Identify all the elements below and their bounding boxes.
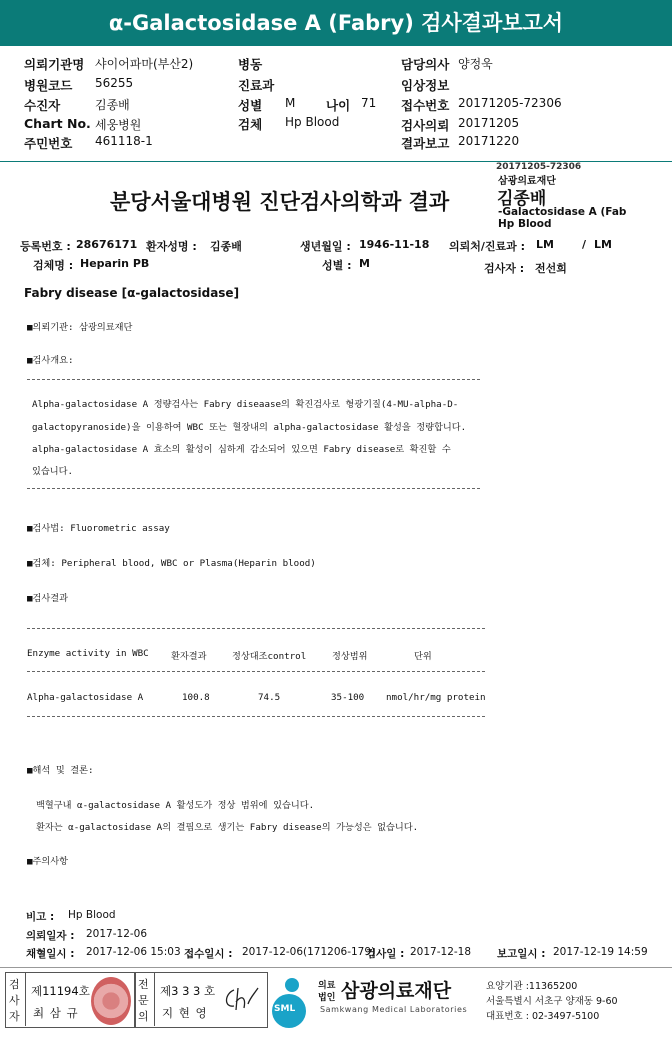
dept-value-1: LM	[536, 238, 554, 251]
label-hospital-code: 병원코드	[24, 78, 73, 93]
examiner-value: 전선희	[535, 262, 567, 275]
footer-divider	[0, 967, 672, 968]
value-age: 71	[361, 96, 377, 110]
table-header-patient: 환자결과	[171, 651, 207, 662]
org-name: 삼광의료재단	[341, 980, 452, 1002]
report-time-value: 2017-12-19 14:59	[553, 946, 648, 958]
table-header-range: 정상범위	[332, 651, 368, 662]
overlay-org: 삼광의료재단	[498, 176, 556, 187]
requesting-org: ■의뢰기관: 삼광의료재단	[27, 322, 133, 333]
address: 서울특별시 서초구 양재동 9-60	[486, 996, 618, 1007]
scan-title: 분당서울대병원 진단검사의학과 결과	[110, 190, 450, 214]
overview-line-1: Alpha-galactosidase A 정량검사는 Fabry diseaase의 확진검사로 형광기질(4-MU-alpha-D-	[32, 399, 459, 410]
specialist-name: 지 현 영	[162, 1006, 208, 1020]
draw-value: 2017-12-06 15:03	[86, 946, 181, 958]
table-header-unit: 단위	[414, 651, 432, 662]
specimen-desc: ■검체: Peripheral blood, WBC or Plasma(Heparin blood)	[27, 558, 316, 569]
result-heading: ■검사결과	[27, 593, 69, 604]
request-date-value: 2017-12-06	[86, 928, 148, 940]
table-cell-range: 35-100	[331, 692, 365, 703]
reg-value: 28676171	[76, 238, 138, 251]
overview-line-4: 있습니다.	[32, 466, 74, 477]
examiner-license-no: 제11194호	[31, 984, 90, 998]
reg-label: 등록번호 :	[20, 240, 71, 253]
label-patient: 수진자	[24, 98, 61, 113]
label-ward: 병동	[238, 57, 263, 72]
dob-value: 1946-11-18	[359, 238, 430, 251]
label-doctor: 담당의사	[401, 57, 450, 72]
value-chart: 세웅병원	[95, 118, 142, 132]
table-header-control: 정상대조control	[232, 651, 307, 662]
examiner-label-2: 사	[9, 994, 20, 1007]
dept-label: 의뢰처/진료과 :	[449, 240, 526, 253]
dob-label: 생년월일 :	[300, 240, 351, 253]
table-header-enzyme: Enzyme activity in WBC	[27, 648, 149, 659]
receipt-time-label: 접수일시 :	[184, 948, 233, 960]
patient-label: 환자성명 :	[146, 240, 197, 253]
specialist-label-1: 전	[138, 978, 149, 991]
table-rule-top	[27, 628, 485, 629]
interpretation-line-2: 환자는 α-galactosidase A의 결핍으로 생기는 Fabry disease의 가능성은 없습니다.	[36, 822, 419, 833]
dept-value-2: LM	[594, 238, 612, 251]
label-org: 의뢰기관명	[24, 57, 85, 72]
divider-bottom	[27, 488, 480, 489]
value-id-number: 461118-1	[95, 134, 153, 148]
label-specimen: 검체	[238, 117, 263, 132]
interpretation-line-1: 백혈구내 α-galactosidase A 활성도가 정상 범위에 있습니다.	[36, 800, 315, 811]
value-receipt-no: 20171205-72306	[458, 96, 562, 110]
sex-label: 성별 :	[322, 259, 352, 272]
overlay-specimen: Hp Blood	[498, 218, 552, 230]
logo-small-top: 의료	[318, 981, 336, 991]
examiner-name: 최 삼 규	[33, 1006, 79, 1020]
label-id-number: 주민번호	[24, 136, 73, 151]
label-department: 진료과	[238, 78, 275, 93]
specimen-label: 검체명 :	[33, 259, 74, 272]
org-name-english: Samkwang Medical Laboratories	[320, 1005, 468, 1014]
request-date-label: 의뢰일자 :	[26, 930, 75, 942]
examiner-label-1: 검	[9, 978, 20, 991]
overview-line-2: galactopyranoside)을 이용하여 WBC 또는 혈장내의 alpha-galactosidase 활성을 정량합니다.	[32, 422, 467, 433]
value-org: 샤이어파마(부산2)	[95, 57, 194, 71]
specialist-license-no: 제3 3 3 호	[160, 984, 216, 998]
examiner-label: 검사자 :	[484, 262, 525, 275]
test-date-value: 2017-12-18	[410, 946, 472, 958]
label-age: 나이	[326, 98, 351, 113]
specialist-label-3: 의	[138, 1010, 149, 1023]
value-doctor: 양정욱	[458, 57, 493, 71]
remark-label: 비고 :	[26, 911, 55, 923]
signature-icon	[222, 984, 260, 1014]
label-request-date: 검사의뢰	[401, 118, 450, 133]
label-receipt-no: 접수번호	[401, 98, 450, 113]
receipt-time-value: 2017-12-06(171206-179)	[242, 946, 376, 958]
phone: 대표번호 : 02-3497-5100	[486, 1011, 600, 1022]
interpretation-heading: ■해석 및 결론:	[27, 765, 94, 776]
report-time-label: 보고일시 :	[497, 948, 546, 960]
examiner-seal-icon	[91, 977, 131, 1025]
caution-heading: ■주의사항	[27, 856, 69, 867]
section-title: Fabry disease [α-galactosidase]	[24, 286, 240, 300]
report-title: α-Galactosidase A (Fabry) 검사결과보고서	[108, 11, 564, 35]
test-date-label: 검사일 :	[366, 948, 405, 960]
label-clinical-info: 임상정보	[401, 78, 450, 93]
divider-top	[27, 379, 480, 380]
overlay-test-name: -Galactosidase A (Fab	[498, 206, 627, 218]
overlay-patient-name: 김종배	[497, 189, 547, 209]
table-rule-mid	[27, 671, 485, 672]
label-report-date: 결과보고	[401, 136, 450, 151]
table-cell-enzyme: Alpha-galactosidase A	[27, 692, 144, 703]
value-hospital-code: 56255	[95, 76, 134, 90]
label-chart: Chart No.	[24, 116, 91, 131]
label-sex: 성별	[238, 98, 263, 113]
sml-logo-dot-icon	[285, 978, 299, 992]
patient-value: 김종배	[210, 240, 242, 253]
dept-separator: /	[582, 238, 587, 251]
sex-value: M	[359, 257, 370, 270]
method: ■검사법: Fluorometric assay	[27, 523, 170, 534]
overview-heading: ■검사개요:	[27, 355, 74, 366]
table-rule-bottom	[27, 716, 485, 717]
remark-value: Hp Blood	[68, 909, 116, 921]
institution-code: 요양기관 :11365200	[486, 981, 578, 992]
examiner-label-3: 자	[9, 1010, 20, 1023]
value-sex: M	[285, 96, 296, 110]
table-cell-patient: 100.8	[182, 692, 210, 703]
value-patient: 김종배	[95, 98, 130, 112]
table-cell-control: 74.5	[258, 692, 281, 703]
draw-label: 채혈일시 :	[26, 948, 75, 960]
value-report-date: 20171220	[458, 134, 520, 148]
sml-badge: SML	[274, 1004, 296, 1014]
specimen-value: Heparin PB	[80, 257, 150, 270]
specialist-label-2: 문	[138, 994, 149, 1007]
logo-small-bottom: 법인	[318, 993, 336, 1003]
overlay-cut-number: 20171205-72306	[496, 162, 582, 169]
table-cell-unit: nmol/hr/mg protein	[386, 692, 486, 703]
value-request-date: 20171205	[458, 116, 520, 130]
overview-line-3: alpha-galactosidase A 효소의 활성이 심하게 감소되어 있으면 Fabry disease로 확진할 수	[32, 444, 451, 455]
value-specimen: Hp Blood	[285, 115, 340, 129]
